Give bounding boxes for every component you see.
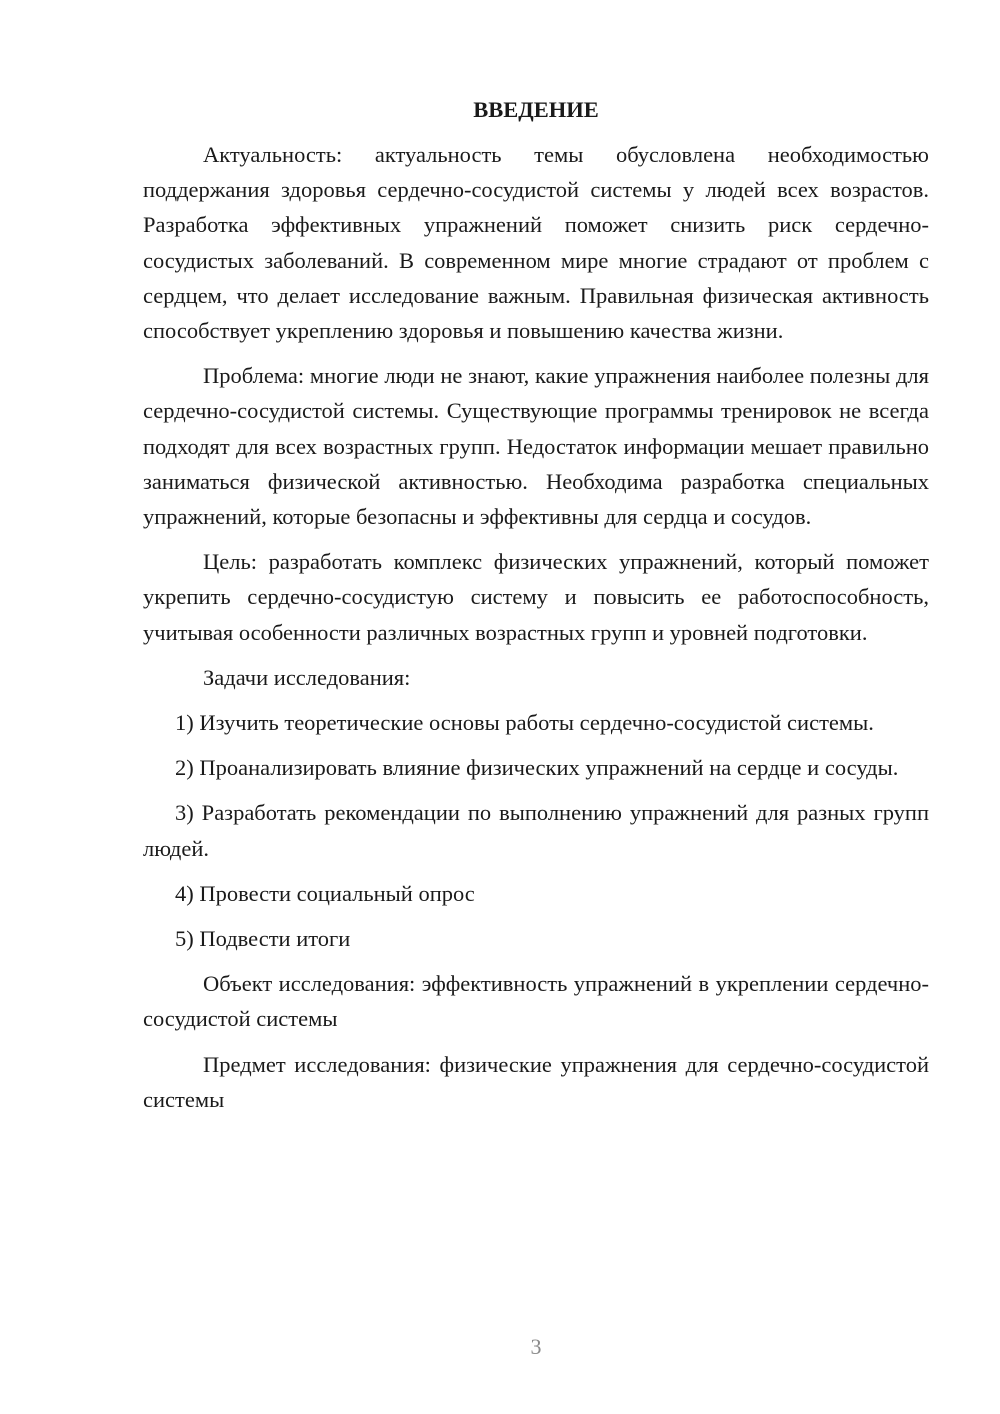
page-number: 3: [530, 1334, 542, 1359]
task-item-4: 4) Провести социальный опрос: [175, 880, 475, 906]
problem-paragraph: Проблема: многие люди не знают, какие упражнения наиболее полезны для сердечно-сосудистой системы. Существующие программы тренировок не всегда подходят для всех возрастных групп. Недостаток информации мешает правильно заниматься физической активностью. Необходима разработка специальных упражнений, которые безопасны и эффективны для сердца и сосудов.: [143, 363, 929, 530]
task-item-5: 5) Подвести итоги: [175, 926, 351, 952]
research-subject-paragraph: Предмет исследования: физические упражнения для сердечно-сосудистой системы: [143, 1051, 929, 1112]
goal-paragraph: Цель: разработать комплекс физических упражнений, который поможет укрепить сердечно-сосудистую систему и повысить ее работоспособность, учитывая особенности различных возрастных групп и уровней подготовки.: [143, 549, 929, 645]
task-item-3: 3) Разработать рекомендации по выполнению упражнений для разных групп людей.: [143, 800, 929, 861]
document-body: [143, 92, 929, 1127]
research-object-paragraph: Объект исследования: эффективность упражнений в укреплении сердечно-сосудистой системы: [143, 971, 929, 1032]
task-item-2: 2) Проанализировать влияние физических упражнений на сердце и сосуды.: [175, 755, 899, 781]
relevance-paragraph: Актуальность: актуальность темы обусловлена необходимостью поддержания здоровья сердечно-сосудистой системы у людей всех возрастов. Разработка эффективных упражнений поможет снизить риск сердечно-сосудистых заболеваний. В современном мире многие страдают от проблем с сердцем, что делает исследование важным. Правильная физическая активность способствует укреплению здоровья и повышению качества жизни.: [143, 142, 929, 344]
section-title: ВВЕДЕНИЕ: [473, 97, 599, 122]
task-item-1: 1) Изучить теоретические основы работы сердечно-сосудистой системы.: [175, 710, 874, 736]
tasks-heading: Задачи исследования:: [203, 664, 411, 690]
